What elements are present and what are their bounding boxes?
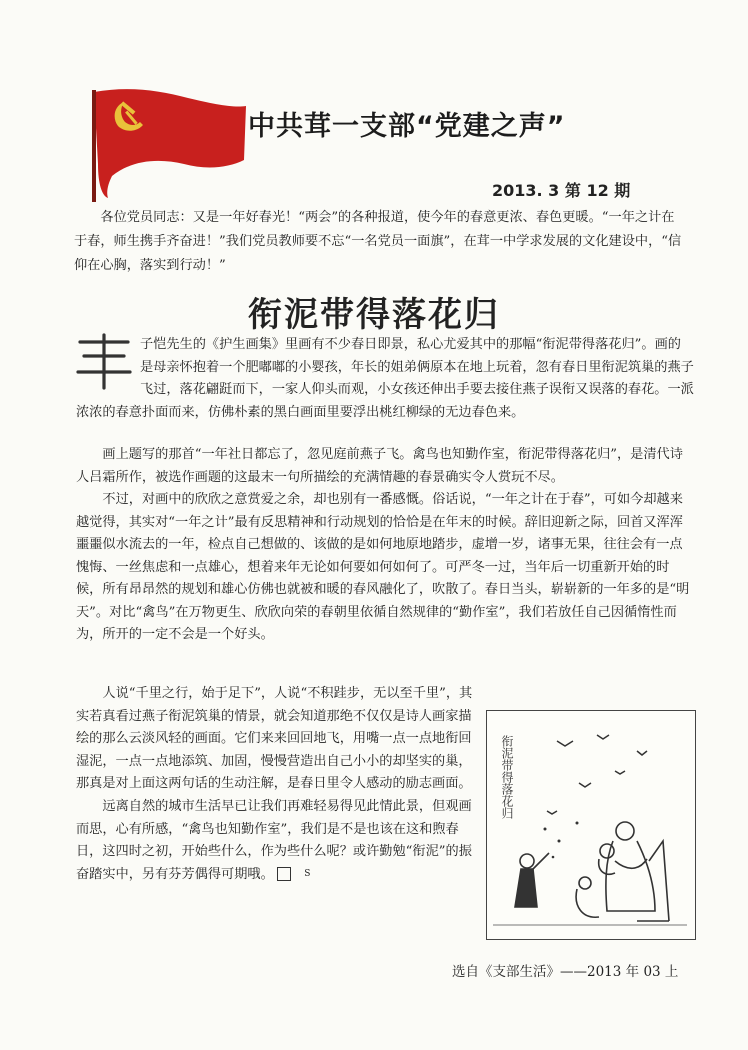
paragraph-3: 不过，对画中的欣欣之意赏爱之余，却也别有一番感慨。俗话说，“一年之计在于春”，可如今却越来越觉得，其实对“一年之计”最有反思精神和行动规划的恰恰是在年末的时候。辞旧迎新之际，回首又浑浑噩噩似水流去的一年，检点自己想做的、该做的是如何地原地踏步，虚增一岁，诸事无果，往往会有一点愧悔、一丝焦虑和一点雄心，想着来年无论如何要如何如何了。可严冬一过，当年后一切重新开始的时候，所有昂昂然的规划和雄心仿佛也就被和暖的春风融化了，吹散了。春日当头，崭崭新的一年多的是“明天”。对比“禽鸟”在万物更生、欣欣向荣的春朝里依循自然规律的“勤作室”，我们若放任自己因循惰性而为，所开的一定不会是一个好头。: [76, 492, 690, 642]
paragraph-5-text: 远离自然的城市生活早已让我们再难轻易得见此情此景，但观画而思，心有所感，“禽鸟也知勤作室”，我们是不是也该在这和煦春日，这四时之初，开始些什么，作为些什么呢？或许勤勉“衔泥”的振奋踏实中，另有芬芳偶得可期哦。: [76, 798, 472, 882]
intro-text: 各位党员同志：又是一年好春光！“两会”的各种报道，使今年的春意更浓、春色更暖。“一年之计在于春，师生携手齐奋进！”我们党员教师要不忘“一名党员一面旗”，在茸一中学求发展的文化建设中，“信仰在心胸，落实到行动！”: [74, 210, 682, 273]
article-lower-column: [76, 683, 474, 886]
article-title: 衔泥带得落花归: [248, 295, 500, 335]
issue-label: 2013. 3 第 12 期: [492, 181, 631, 200]
paragraph-2: 画上题写的那首“一年社日都忘了，忽见庭前燕子飞。禽鸟也知勤作室，衔泥带得落花归”，是清代诗人吕霜所作，被选作画题的这最末一句所描绘的充满情趣的春景确实令人赏玩不尽。: [76, 447, 683, 485]
illustration-inscription: 衔泥带得落花归: [500, 735, 514, 819]
end-mark-icon: S: [277, 867, 291, 881]
paragraph-5: [76, 796, 474, 886]
illustration-sketch: [486, 710, 696, 940]
swallow-icons: [547, 735, 647, 814]
newsletter-title: 中共茸一支部“党建之声”: [248, 111, 566, 142]
family-figures: [515, 822, 669, 921]
intro-block: [74, 206, 684, 278]
article-body: [76, 444, 694, 647]
party-flag-icon: [88, 84, 248, 206]
paragraph-1-text: 子恺先生的《护生画集》里画有不少春日即景，私心尤爱其中的那幅“衔泥带得落花归”。画的是母亲怀抱着一个肥嘟嘟的小婴孩，年长的姐弟俩原本在地上玩着，忽有春日里衔泥筑巢的燕子飞过，落花翩跹而下，一家人仰头而观，小女孩还伸出手要去接住燕子误衔又误落的春花。一派浓浓的春意扑面而来，仿佛朴素的黑白画面里要浮出桃红柳绿的无边春色来。: [76, 337, 694, 420]
source-credit: 选自《支部生活》——2013 年 03 上: [452, 964, 679, 980]
paragraph-4: 人说“千里之行，始于足下”，人说“不积跬步，无以至千里”，其实若真看过燕子衔泥筑巢的情景，就会知道那绝不仅仅是诗人画家描绘的那么云淡风轻的画面。它们来来回回地飞，用嘴一点一点地衔回湿泥，一点一点地添筑、加固，慢慢营造出自己小小的却坚实的巢，那真是对上面这两句话的生动注解，是春日里令人感动的励志画面。: [76, 686, 473, 792]
article-paragraph-1: [76, 334, 694, 424]
